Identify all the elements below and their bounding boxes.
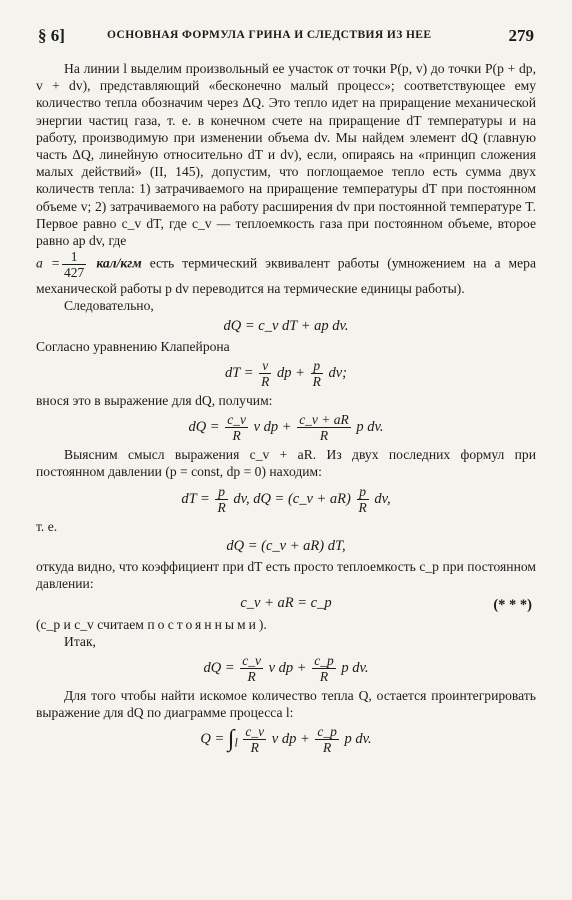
fraction-denominator: R xyxy=(358,499,367,515)
formula-q-integral xyxy=(36,724,536,755)
paragraph-substituting: внося это в выражение для dQ, получим: xyxy=(36,393,273,409)
formula-term: v dp + xyxy=(268,659,307,676)
fraction-numerator: p xyxy=(215,484,227,500)
fraction-numerator: 1 xyxy=(62,249,86,265)
formula-lhs: dT = xyxy=(181,490,210,507)
constants-end: ). xyxy=(258,616,267,632)
formula-term: p dv. xyxy=(341,659,369,676)
formula-term: v dp + xyxy=(253,419,292,436)
paragraph-consequently: Следовательно, xyxy=(64,298,154,314)
formula-dq-substituted xyxy=(36,412,536,443)
fraction xyxy=(357,484,369,515)
fraction-denominator: R xyxy=(323,740,332,756)
fraction xyxy=(243,724,266,755)
formula-lhs: dQ = xyxy=(203,659,235,676)
fraction xyxy=(225,412,248,443)
paragraph-clapeyron: Согласно уравнению Клапейрона xyxy=(36,338,230,354)
page-header xyxy=(0,26,572,50)
fraction-numerator: c_p xyxy=(314,653,334,669)
fraction xyxy=(315,724,339,755)
integral-sign: ∫ xyxy=(227,726,235,753)
formula-dq-basic: dQ = c_v dT + ap dv. xyxy=(223,317,349,334)
fraction-denominator: R xyxy=(319,428,329,444)
fraction xyxy=(297,412,351,443)
fraction-numerator: v xyxy=(259,358,271,374)
formula-term: dv; xyxy=(328,364,347,381)
spaced-word: постоянными xyxy=(147,616,259,632)
formula-expression: c_v + aR = c_p xyxy=(240,595,332,612)
formula-dq-final xyxy=(36,653,536,684)
integral-subscript: l xyxy=(234,736,238,751)
formula-lhs: dQ = xyxy=(188,419,220,436)
fraction-denominator: R xyxy=(232,428,241,444)
formula-term: p dv. xyxy=(356,419,384,436)
paragraph-meaning: Выясним смысл выражения c_v + aR. Из двух последних формул при постоянном давлении (p = const, dp = 0) находим: xyxy=(36,447,536,480)
constants-lead: (c_p и c_v считаем xyxy=(36,616,144,632)
fraction-denominator: R xyxy=(217,499,226,515)
fraction-denominator: R xyxy=(250,740,259,756)
paragraph-integrate: Для того чтобы найти искомое количество тепла Q, остается проинтегрировать выражение для dQ по диаграмме процесса l: xyxy=(36,688,536,721)
equivalent-text: есть термический эквивалент работы (умножением на a мера механической работы p dv переводится на термические единицы работы). xyxy=(36,255,537,297)
fraction-numerator: c_v xyxy=(242,653,261,669)
fraction-denominator: R xyxy=(319,669,329,685)
formula-term: v dp + xyxy=(271,731,310,748)
paragraph-ie: т. е. xyxy=(36,518,58,534)
fraction xyxy=(312,653,336,684)
fraction xyxy=(311,358,323,389)
fraction-numerator: c_v xyxy=(227,412,246,428)
fraction-numerator: p xyxy=(311,358,323,374)
section-number: § 6] xyxy=(38,26,65,45)
fraction-denominator: R xyxy=(261,374,270,390)
fraction xyxy=(240,653,263,684)
paragraph-mechanical-equivalent xyxy=(36,249,536,297)
paragraph-coefficient: откуда видно, что коэффициент при dT есть просто теплоемкость c_p при постоянном давлении: xyxy=(36,559,536,592)
formula-term: dv, dQ = (c_v + aR) xyxy=(233,490,351,507)
page-body xyxy=(36,60,536,758)
paragraph-constants xyxy=(36,616,536,633)
formula-lhs: dT = xyxy=(225,364,254,381)
formula-lhs: Q = xyxy=(200,731,225,748)
fraction-numerator: p xyxy=(357,484,369,500)
formula-term: p dv. xyxy=(344,731,372,748)
equation-tag: (* * *) xyxy=(493,597,532,614)
a-equals: a = xyxy=(36,255,61,271)
unit-label: кал/кгм xyxy=(96,255,142,271)
paragraph-thus: Итак, xyxy=(64,633,96,649)
fraction xyxy=(259,358,271,389)
fraction-numerator: c_v + aR xyxy=(299,412,349,428)
formula-dq-dt: dQ = (c_v + aR) dT, xyxy=(226,537,346,554)
fraction xyxy=(215,484,227,515)
fraction-numerator: c_v xyxy=(245,724,265,740)
fraction-denominator: R xyxy=(312,374,321,390)
formula-dt xyxy=(36,358,536,389)
fraction-numerator: c_p xyxy=(317,724,337,740)
fraction-1-427 xyxy=(62,249,86,280)
formula-constant-pressure xyxy=(36,484,536,515)
formula-cp xyxy=(36,595,536,612)
paragraph-heat-element: На линии l выделим произвольный ее участок от точки P(p, v) до точки P(p + dp, v + dv), представляющий «бесконечно малый процесс»; соответствующее ему количество тепла обозначим через ΔQ. Это тепло идет на приращение механической энергии частиц газа, т. е. в конечном счете на приращение dT температуры и на работу, производимую при изменении объема dv. Мы найдем элемент dQ (главную часть ΔQ, линейную относительно dT и dv), если, опираясь на «принцип сложения малых действий» (II, 145), допустим, что поглощаемое тепло есть сумма двух количеств тепла: 1) затрачиваемого на приращение температуры dT при постоянном объеме v; 2) затрачиваемого на работу расширения dv при постоянной температуре T. Первое равно c_v dT, где c_v — теплоемкость газа при постоянном объеме, второе равно ap dv, где xyxy=(36,61,536,249)
page-number: 279 xyxy=(508,26,534,45)
fraction-denominator: 427 xyxy=(64,265,85,281)
fraction-denominator: R xyxy=(247,669,256,685)
formula-term: dv, xyxy=(374,490,391,507)
formula-term: dp + xyxy=(277,364,305,381)
running-title: ОСНОВНАЯ ФОРМУЛА ГРИНА И СЛЕДСТВИЯ ИЗ НЕЕ xyxy=(107,29,432,41)
